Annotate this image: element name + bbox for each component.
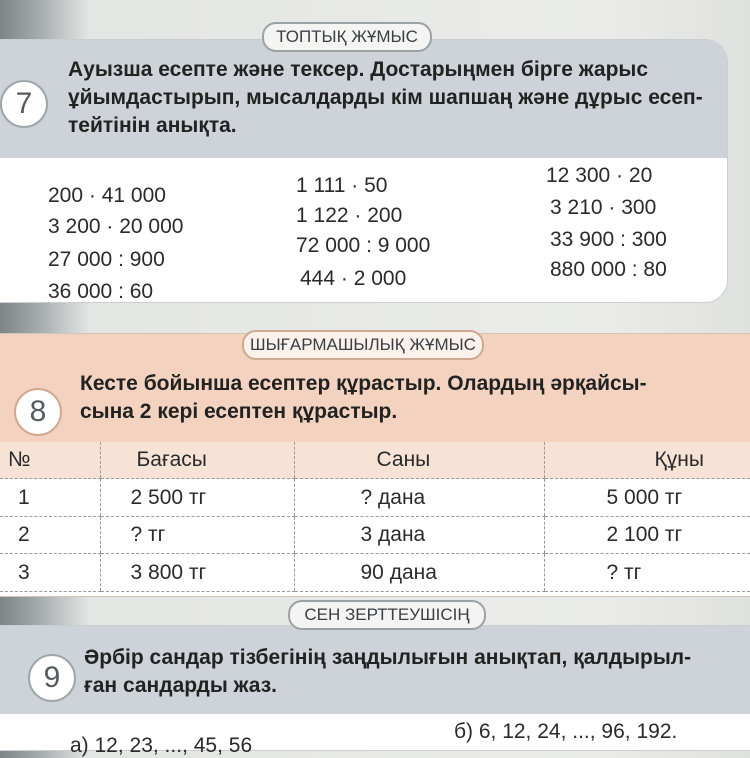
task-8-instruction-line: сына 2 кері есептен құрастыр. [80,400,398,423]
task-9-instruction-line: Әрбір сандар тізбегінің заңдылығын анықтап, қалдырыл- [84,646,692,669]
price-table [0,442,750,592]
task-8-instruction [80,370,730,426]
expression: 3 200 · 20 000 [48,215,184,238]
task-7-instruction-line: тейтінін анықта. [68,114,237,137]
task-7-instruction [68,56,708,140]
table-cell: 2 500 тг [100,479,294,517]
table-header-cell: № [0,442,100,479]
task-9-instruction-line: ған сандарды жаз. [84,674,278,697]
task-7-instruction-line: Ауызша есепте және тексер. Достарыңмен бірге жарыс [68,58,649,81]
table-cell: ? тг [100,516,294,554]
table-cell: 5 000 тг [544,479,750,517]
expression: 33 900 : 300 [550,228,667,251]
expression: 1 122 · 200 [296,204,403,227]
table-cell: ? тг [544,554,750,592]
expression: 12 300 · 20 [546,164,653,187]
task-8-tab: ШЫҒАРМАШЫЛЫҚ ЖҰМЫС [242,330,484,360]
task-9-tab: СЕН ЗЕРТТЕУШІСІҢ [288,600,486,630]
expression: 1 111 · 50 [296,174,388,197]
table-row [0,516,750,554]
sequence-a: а) 12, 23, ..., 45, 56 [70,734,253,757]
table-cell: 2 100 тг [544,516,750,554]
table-header-cell: Бағасы [100,442,294,479]
task-7-tab: ТОПТЫҚ ЖҰМЫС [262,22,432,52]
table-cell: 90 дана [294,554,544,592]
table-header-cell: Құны [544,442,750,479]
table-header-cell: Саны [294,442,544,479]
expression: 444 · 2 000 [300,267,407,290]
table-row [0,554,750,592]
task-9-number: 9 [28,654,76,702]
table-cell: 3 800 тг [100,554,294,592]
task-7-number: 7 [0,80,48,128]
table-header-row [0,442,750,479]
table-cell: ? дана [294,479,544,517]
table-cell: 2 [0,516,100,554]
table-row [0,479,750,517]
sequence-b: б) 6, 12, 24, ..., 96, 192. [454,720,678,743]
expression: 200 · 41 000 [48,184,166,207]
expression: 27 000 : 900 [48,248,165,271]
task-7-instruction-line: ұйымдастырып, мысалдарды кім шапшаң және дұрыс есеп- [68,86,703,109]
expression: 880 000 : 80 [550,258,667,281]
table-cell: 3 дана [294,516,544,554]
expression: 3 210 · 300 [550,196,657,219]
table-cell: 1 [0,479,100,517]
expression: 36 000 : 60 [48,280,154,303]
task-8-instruction-line: Кесте бойынша есептер құрастыр. Олардың әрқайсы- [80,372,647,395]
expression: 72 000 : 9 000 [296,234,431,257]
table-cell: 3 [0,554,100,592]
task-9-instruction [84,644,734,700]
task-8-number: 8 [14,388,62,436]
